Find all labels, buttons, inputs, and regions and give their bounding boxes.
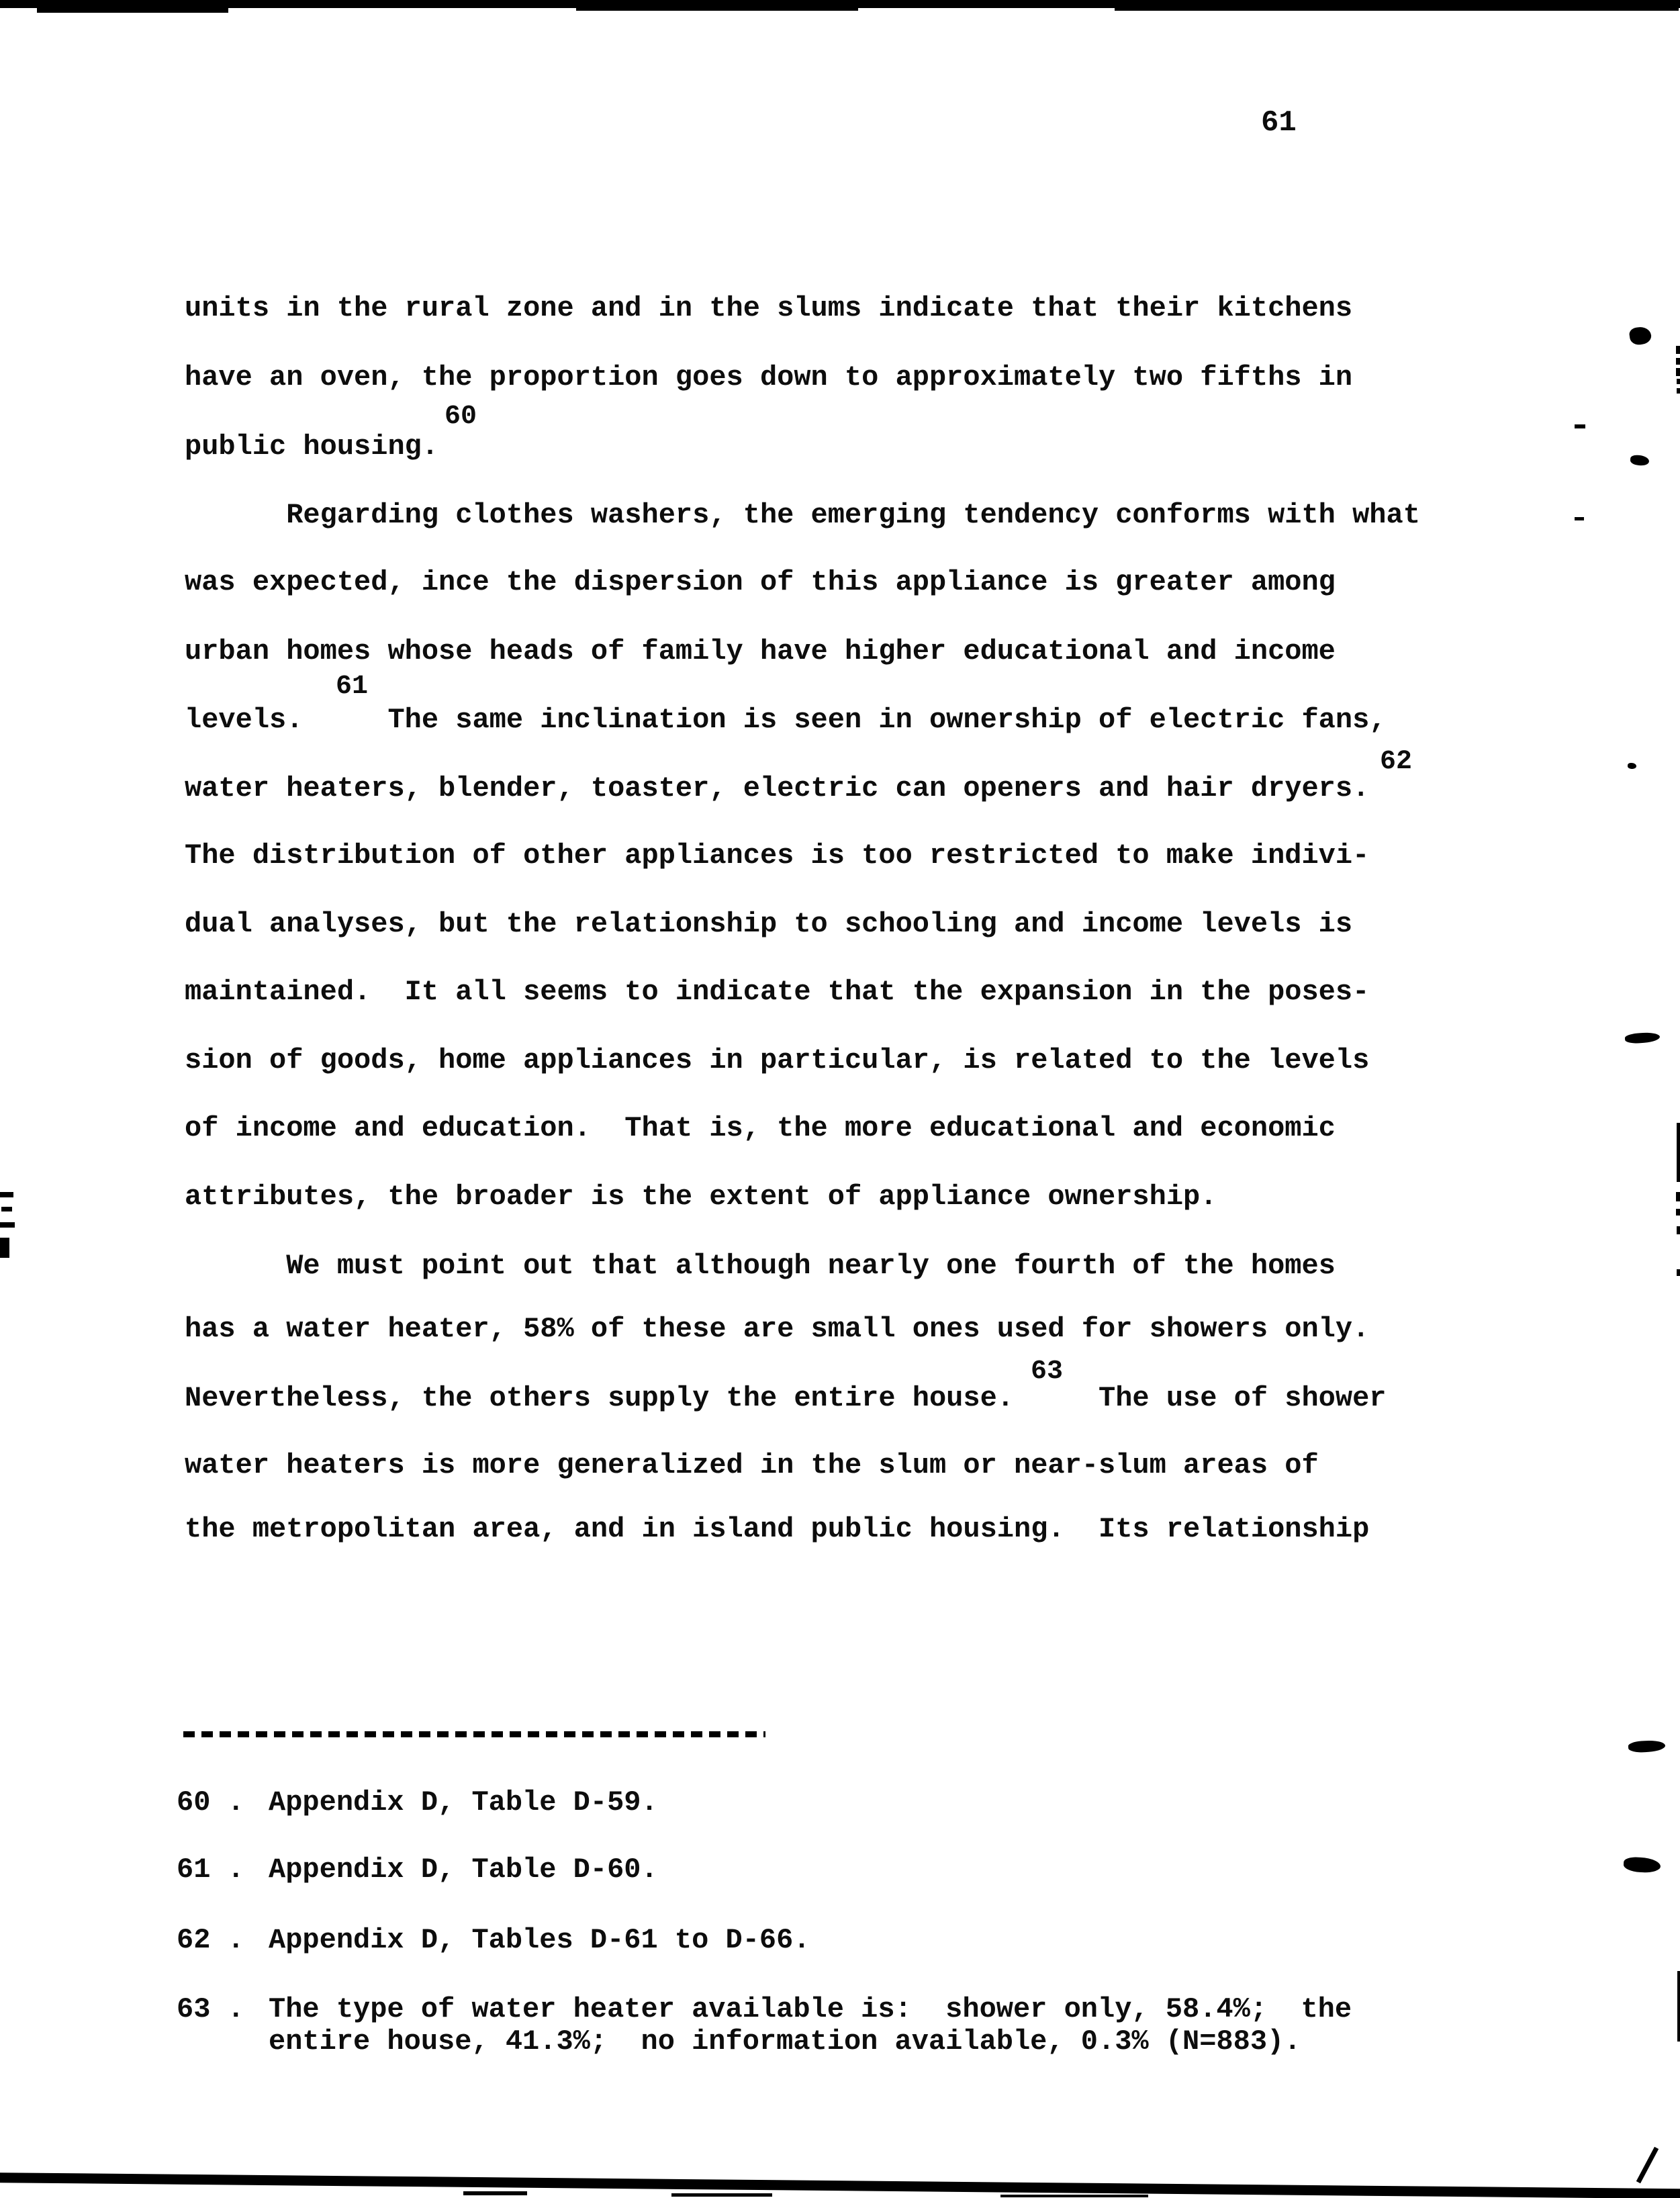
scan-mark (1, 1207, 12, 1211)
scan-mark (1676, 368, 1680, 376)
footnote-marker-61: 61 (336, 672, 369, 702)
body-line: water heaters is more generalized in the slum or near-slum areas of (185, 1449, 1319, 1481)
scan-mark (671, 2193, 772, 2197)
footnote-marker-63: 63 (1031, 1357, 1064, 1387)
scan-mark (1677, 1123, 1680, 1182)
footnote-63-text: The type of water heater available is: shower only, 58.4%; the (269, 1993, 1352, 2025)
footnote-60-label: 60 . (177, 1786, 244, 1819)
body-line: was expected, ince the dispersion of this appliance is greater among (185, 566, 1336, 598)
scan-mark (1628, 326, 1652, 346)
scan-mark (1000, 2195, 1148, 2197)
scan-mark (0, 1238, 9, 1258)
body-line: units in the rural zone and in the slums indicate that their kitchens (185, 292, 1353, 324)
body-line: of income and education. That is, the more educational and economic (185, 1112, 1336, 1144)
scan-mark (1676, 1209, 1680, 1216)
scan-mark (1677, 379, 1680, 384)
scan-mark-bottom-bar (0, 2172, 1680, 2198)
body-line: has a water heater, 58% of these are small ones used for showers only. (185, 1313, 1370, 1345)
scan-mark (0, 1222, 15, 1228)
footnote-separator (183, 1731, 765, 1737)
scan-mark (0, 1192, 13, 1197)
scan-mark (1636, 2147, 1659, 2183)
scan-mark (1575, 424, 1585, 428)
scan-mark (1628, 763, 1636, 769)
footnote-marker-62: 62 (1380, 747, 1413, 777)
footnote-61-text: Appendix D, Table D-60. (269, 1853, 658, 1886)
body-line: the metropolitan area, and in island public housing. Its relationship (185, 1513, 1370, 1545)
scan-mark (1676, 346, 1680, 354)
footnote-marker-60: 60 (445, 402, 477, 432)
scan-mark (1676, 358, 1680, 365)
body-line: have an oven, the proportion goes down to approximately two fifths in (185, 361, 1353, 394)
body-line: urban homes whose heads of family have higher educational and income (185, 635, 1336, 668)
body-line: levels. The same inclination is seen in ownership of electric fans, (185, 704, 1387, 736)
footnote-62-label: 62 . (177, 1924, 244, 1956)
scan-mark (37, 7, 228, 13)
footnote-60-text: Appendix D, Table D-59. (269, 1786, 658, 1819)
body-line: Nevertheless, the others supply the entire house. The use of shower (185, 1382, 1387, 1414)
scan-mark (1628, 1739, 1665, 1753)
body-line: sion of goods, home appliances in particular, is related to the levels (185, 1044, 1370, 1077)
body-line: attributes, the broader is the extent of appliance ownership. (185, 1181, 1217, 1213)
scan-mark (463, 2191, 527, 2195)
scan-mark (1630, 455, 1650, 466)
scan-mark (1623, 1857, 1661, 1874)
page-number: 61 (1261, 106, 1297, 140)
scan-mark (1575, 517, 1584, 520)
scan-mark (1676, 1192, 1680, 1201)
body-line: Regarding clothes washers, the emerging tendency conforms with what (185, 499, 1420, 531)
scan-mark (576, 6, 858, 11)
body-line: public housing. (185, 430, 439, 463)
body-line: water heaters, blender, toaster, electric can openers and hair dryers. (185, 772, 1370, 805)
scan-mark (1677, 1269, 1680, 1276)
footnote-63-text: entire house, 41.3%; no information available, 0.3% (N=883). (269, 2025, 1301, 2058)
scan-mark (1677, 1971, 1680, 2042)
scan-mark (1677, 1226, 1680, 1234)
scan-mark (1624, 1032, 1660, 1044)
scan-mark (1115, 5, 1679, 11)
body-line: We must point out that although nearly one fourth of the homes (185, 1250, 1336, 1282)
body-line: dual analyses, but the relationship to schooling and income levels is (185, 908, 1353, 940)
footnote-61-label: 61 . (177, 1853, 244, 1886)
footnote-62-text: Appendix D, Tables D-61 to D-66. (269, 1924, 810, 1956)
body-line: The distribution of other appliances is too restricted to make indivi- (185, 839, 1370, 872)
footnote-63-label: 63 . (177, 1993, 244, 2025)
body-line: maintained. It all seems to indicate that the expansion in the poses- (185, 976, 1370, 1008)
scan-mark (1677, 388, 1680, 394)
